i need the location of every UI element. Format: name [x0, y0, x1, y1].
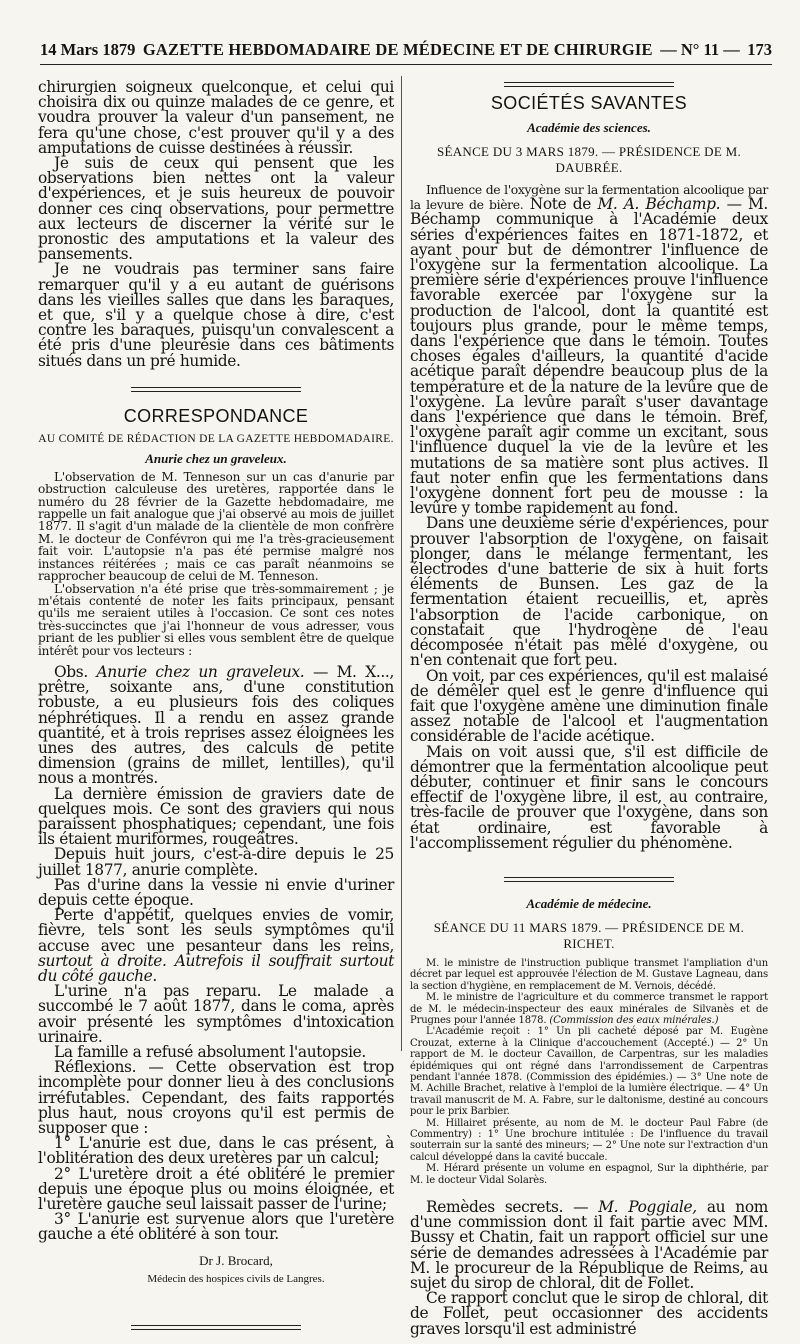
- paragraph: Je ne voudrais pas terminer sans faire remarquer qu'il y a eu autant de guérisons dans les vieilles salles que dans les baraques, et que, s'il y a quelque chose à dire, c'est contre les baraques, puisqu'un convalescent a été pris d'une pleurésie dans ces bâtiments situés dans un pré humide.: [38, 260, 394, 370]
- observation-paragraph: [38, 662, 395, 788]
- column-divider: [401, 76, 402, 1051]
- minute-item: M. Hérard présente un volume en espagnol, Sur la diphthérie, par M. le docteur Vidal Solarès.: [410, 1163, 768, 1186]
- paragraph: L'observation de M. Tenneson sur un cas d'anurie par obstruction calculeuse des uretères, rapportée dans le numéro du 28 février de la Gazette hebdomadaire, me rappelle un fait analogue que j'ai observé au mois de juillet 1877. Il s'agit d'un malade de la clientèle de mon confrère M. le docteur de Confévron qui me l'a très-gracieusement fait voir. L'autopsie n'a pas été permise malgré nos instances réitérées ; mais ce cas paraît néanmoins se rapprocher beaucoup de celui de M. Tenneson.: [38, 469, 394, 584]
- paragraph: chirurgien soigneux quelconque, et celui qui choisira dix ou quinze malades de ce genre, et voudra prouver la valeur d'un pansement, ne fera qu'une chose, c'est prouver qu'il y a des amputations de cuisse destinées à réussir.: [38, 78, 394, 157]
- obs-title: Anurie chez un graveleux.: [96, 662, 305, 681]
- paragraph: Dans une deuxième série d'expériences, pour prouver l'absorption de l'oxygène, on faisait plonger, dans le mélange fermentant, les électrodes d'une batterie de six à huit forts éléments de Bunsen. Les gaz de la fermentation étaient recueillis, et, après l'absorption de l'acide carbonique, on constatait que l'hydrogène de l'eau décomposée n'était pas mêlé d'oxygène, ou n'en contenait que fort peu.: [410, 514, 768, 670]
- paragraph: Je suis de ceux qui pensent que les observations bien nettes ont la valeur d'expériences, et je suis heureux de pouvoir donner ces cinq observations, pour permettre aux lecteurs de discerner la vérité sur le pronostic des amputations et la valeur des pansements.: [38, 154, 394, 264]
- session-heading: SÉANCE DU 11 MARS 1879. — PRÉSIDENCE DE M. RICHET.: [433, 919, 745, 951]
- paragraph: Depuis huit jours, c'est-à-dire depuis le 25 juillet 1877, anurie complète.: [38, 845, 394, 879]
- signature-role: Médecin des hospices civils de Langres.: [147, 1272, 325, 1285]
- academy-title: Académie des sciences.: [527, 120, 651, 135]
- section-title: CORRESPONDANCE: [123, 405, 309, 426]
- minute-item: M. le ministre de l'instruction publique transmet l'ampliation d'un décret par lequel est approuvée l'élection de M. Gustave Lagneau, dans la section d'hygiène, en remplacement de M. Vernois, décédé.: [410, 957, 768, 992]
- remedes-label: Remèdes secrets.: [426, 1198, 564, 1217]
- page-header: [40, 36, 772, 65]
- minute-item: M. Hillairet présente, au nom de M. le docteur Paul Fabre (de Commentry) : 1° Une brochure intitulée : De l'influence du travail souterrain sur la santé des mineurs; — 2° Une note sur l'extraction d'un calcul développé dans la cavité buccale.: [410, 1117, 768, 1163]
- left-column: [38, 80, 394, 1344]
- paragraph: Ce rapport conclut que le sirop de chloral, dit de Follet, peut occasionner des accidents graves lorsqu'il est administré: [410, 1289, 768, 1338]
- paragraph: Pas d'urine dans la vessie ni envie d'uriner depuis cette époque.: [38, 875, 394, 909]
- issue-number: — N° 11 —: [660, 40, 740, 59]
- paragraph: Perte d'appétit, quelques envies de vomir, fièvre, tels sont les seuls symptômes qu'il accuse avec une pesanteur dans les reins, surtout à droite. Autrefois il souffrait surtout du côté gauche.: [38, 906, 394, 986]
- journal-title: GAZETTE HEBDOMADAIRE DE MÉDECINE ET DE CHIRURGIE: [142, 40, 653, 59]
- section-title: SOCIÉTÉS SAVANTES: [490, 93, 688, 113]
- paragraph: Remèdes secrets. — M. Poggiale, au nom d'une commission dont il fait partie avec MM. Bussy et Chatin, fait un rapport officiel sur une série de demandes adressées à l'Académie par M. le procureur de la République de Reims, au sujet du sirop de chloral, dit de Follet.: [410, 1198, 768, 1293]
- paragraph: La dernière émission de graviers date de quelques mois. Ce sont des graviers qui nous paraissent phosphatiques; cependant, une fois ils étaient muriformes, rougeâtres.: [38, 784, 394, 849]
- page-number: 173: [747, 40, 772, 59]
- right-column: [410, 80, 768, 1337]
- obs-label: Obs.: [54, 662, 88, 681]
- minute-item: L'Académie reçoit : 1° Un pli cacheté déposé par M. Eugène Crouzat, externe à la Clinique d'accouchement (Accepté.) — 2° Un rapport de M. le docteur Cavaillon, de Carpentras, sur les maladies épidémiques qui ont régné dans l'arrondissement de Carpentras pendant l'année 1878. (Commission des épidémies.) — 3° Une note de M. Achille Brachet, relative à l'emploi de la lumière électrique. — 4° Un travail manuscrit de M. A. Fabre, sur le daltonisme, destiné au concours pour le prix Barbier.: [410, 1026, 768, 1118]
- section-divider: [504, 82, 674, 87]
- paragraph: L'urine n'a pas reparu. Le malade a succombé le 7 août 1877, dans le coma, après avoir présenté les symptômes d'intoxication urinaire.: [38, 982, 394, 1046]
- reflections-label: Réflexions.: [54, 1058, 137, 1077]
- article-title: Influence de l'oxygène sur la fermentation alcoolique par la levure de bière.: [410, 182, 768, 213]
- session-heading: SÉANCE DU 3 MARS 1879. — PRÉSIDENCE DE M. DAUBRÉE.: [436, 144, 742, 175]
- paragraph: On voit, par ces expériences, qu'il est malaisé de démêler quel est le genre d'influence qui fait que l'oxygène amène une diminution finale assez notable de l'alcool et l'augmentation considérable de l'acide acétique.: [410, 666, 768, 746]
- signature: Dr J. Brocard,: [199, 1252, 273, 1268]
- paragraph: La famille a refusé absolument l'autopsie.: [54, 1043, 366, 1062]
- academy-title: Académie de médecine.: [526, 895, 652, 911]
- paragraph: L'observation n'a été prise que très-sommairement ; je m'étais contenté de noter les faits principaux, pensant qu'ils me seraient utiles à l'occasion. Ce sont ces notes très-succinctes que j'ai l'honneur de vous adresser, vous priant de les publier si elles vous semblent être de quelque intérêt pour vos lecteurs :: [38, 581, 394, 658]
- paragraph: 2° L'uretère droit a été oblitéré le premier depuis une époque plus ou moins éloignée, et l'uretère gauche seul laissait passer de l'urine;: [38, 1164, 394, 1214]
- reflections-paragraph: Réflexions. — Cette observation est trop incomplète pour donner lieu à des conclusions irréfutables. Cependant, des faits rapportés plus haut, nous croyons qu'il est permis de supposer que :: [38, 1058, 394, 1138]
- minute-item: M. le ministre de l'agriculture et du commerce transmet le rapport de M. le médecin-inspecteur des eaux minérales de Silvanès et de Prugnes pour l'année 1878. (Commission des eaux minérales.): [410, 992, 768, 1026]
- issue-date: 14 Mars 1879: [40, 40, 136, 59]
- section-divider: [131, 1325, 301, 1330]
- paragraph: 1° L'anurie est due, dans le cas présent, à l'oblitération des deux uretères par un calcul;: [38, 1134, 394, 1168]
- paragraph: Mais on voit aussi que, s'il est difficile de démontrer que la fermentation alcoolique peut débuter, continuer et finir sans le concours effectif de l'oxygène libre, il est, au contraire, très-facile de prouver que l'oxygène, dans son état ordinaire, est favorable à l'accomplissement régulier du phénomène.: [410, 742, 768, 852]
- paragraph: Influence de l'oxygène sur la fermentation alcoolique par la levure de bière. Note de M. A. Béchamp. — M. Béchamp communique à l'Académie deux séries d'expériences faites en 1871-1872, et ayant pour but de démontrer l'influence de l'oxygène sur la fermentation alcoolique. La première série d'expériences prouve l'influence favorable exercée par l'oxygène sur la production de l'alcool, dont la quantité est toujours plus grande, pour le même temps, dans l'expérience que dans le témoin. Toutes choses égales d'ailleurs, la quantité d'acide acétique paraît dépendre beaucoup plus de la température et de la nature de la levûre que de l'oxygène. La levûre paraît s'user davantage dans l'expérience que dans le témoin. Bref, l'oxygène paraît agir comme un excitant, sous l'influence duquel la vie de la levûre et les mutations de sa matière sont plus actives. Il faut noter enfin que les fermentations dans l'oxygène donnent fort peu de mousse : la levûre y tombe rapidement au fond.: [410, 182, 768, 518]
- section-divider: [131, 387, 301, 392]
- section-subtitle: AU COMITÉ DE RÉDACTION DE LA GAZETTE HEBDOMADAIRE.: [38, 432, 394, 445]
- paragraph: 3° L'anurie est survenue alors que l'uretère gauche a été oblitéré à son tour.: [38, 1210, 394, 1244]
- author: M. A. Béchamp.: [597, 195, 721, 214]
- article-title: Anurie chez un graveleux.: [145, 450, 287, 466]
- obs-text: — M. X..., prêtre, soixante ans, d'une constitution robuste, a eu plusieurs fois des coliques néphrétiques. Il a rendu en assez grande quantité, et à trois reprises assez éloignées les unes des autres, des calculs de petite dimension (grains de millet, lentilles), qu'il nous a montrés.: [38, 662, 395, 788]
- section-divider: [504, 877, 674, 882]
